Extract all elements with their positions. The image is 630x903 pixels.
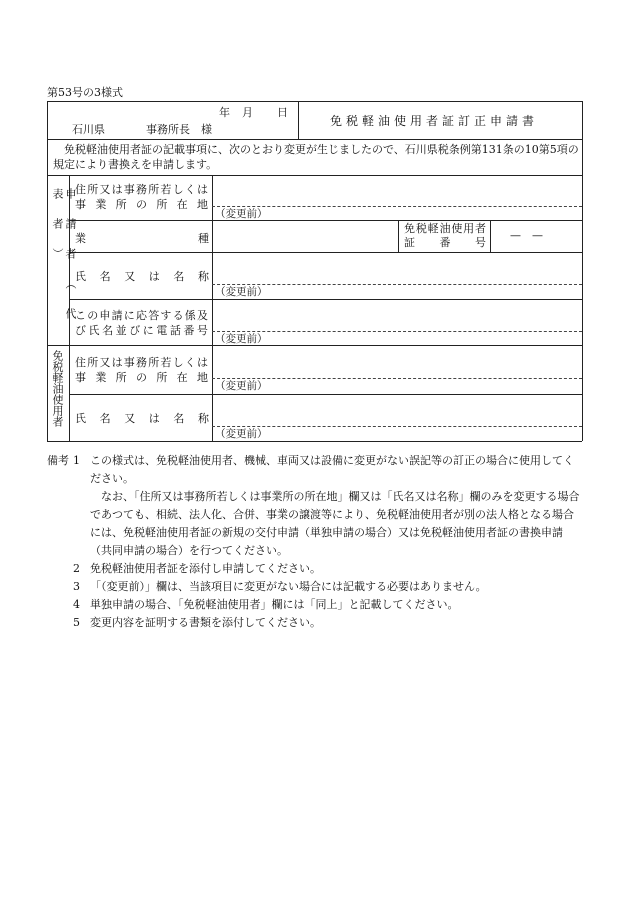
applicant-section-label: 申請者（代表者） xyxy=(51,188,77,338)
before-change-user-address: （変更前） xyxy=(215,380,268,392)
note-2-number: 2 xyxy=(73,562,80,575)
prefecture: 石川県 xyxy=(72,123,105,136)
note-4-text: 単独申請の場合、「免税軽油使用者」欄には「同上」と記載してください。 xyxy=(90,598,459,611)
cert-number-value: — — xyxy=(510,229,543,242)
before-change-user-name: （変更前） xyxy=(215,428,268,440)
name-label: 氏名又は名称 xyxy=(75,270,209,283)
user-address-label: 住所又は事務所若しくは事業所の所在地 xyxy=(75,356,209,384)
note-1-text: この様式は、免税軽油使用者、機械、車両又は設備に変更がない誤記等の訂正の場合に使用してください。 xyxy=(90,454,574,485)
user-name-label: 氏名又は名称 xyxy=(75,412,209,425)
contact-label: この申請に応答する係及び氏名並びに電話番号 xyxy=(75,309,209,337)
user-section-label: 免税軽油使用者 xyxy=(51,350,64,427)
cert-number-label: 免税軽油使用者証番号 xyxy=(404,222,486,249)
date-month: 月 xyxy=(242,106,253,119)
note-1-supplement: なお、「住所又は事務所若しくは事業所の所在地」欄又は「氏名又は名称」欄のみを変更する場合であつても、相続、法人化、合併、事業の譲渡等により、免税軽油使用者が別の法人格となる場合には、免税軽油使用者証の新規の交付申請（単独申請の場合）又は免税軽油使用者証の書換申請（共同申請の場合）を行つてください。 xyxy=(90,490,580,557)
intro-text: 免税軽油使用者証の記載事項に、次のとおり変更が生じましたので、石川県税条例第131条の10第5項の規定により書換えを申請します。 xyxy=(53,143,579,171)
page-title: 免税軽油使用者証訂正申請書 xyxy=(330,114,539,128)
date-year: 年 xyxy=(219,106,230,119)
note-4-number: 4 xyxy=(73,598,80,611)
note-3-number: 3 xyxy=(73,580,80,593)
form-number: 第53号の3様式 xyxy=(47,86,123,99)
industry-label: 業種 xyxy=(75,232,209,245)
note-2-text: 免税軽油使用者証を添付し申請してください。 xyxy=(90,562,321,575)
before-change-name: （変更前） xyxy=(215,286,268,298)
note-5-number: 5 xyxy=(73,616,80,629)
address-label: 住所又は事務所若しくは事業所の所在地 xyxy=(75,183,209,211)
notes-heading: 備考 xyxy=(47,454,69,467)
before-change-contact: （変更前） xyxy=(215,333,268,345)
date-day: 日 xyxy=(277,106,288,119)
note-3-text: 「（変更前）」欄は、当該項目に変更がない場合には記載する必要はありません。 xyxy=(90,580,487,593)
office-head: 事務所長 様 xyxy=(146,123,212,136)
note-1-number: 1 xyxy=(73,454,80,467)
note-5-text: 変更内容を証明する書類を添付してください。 xyxy=(90,616,321,629)
before-change-address: （変更前） xyxy=(215,208,268,220)
